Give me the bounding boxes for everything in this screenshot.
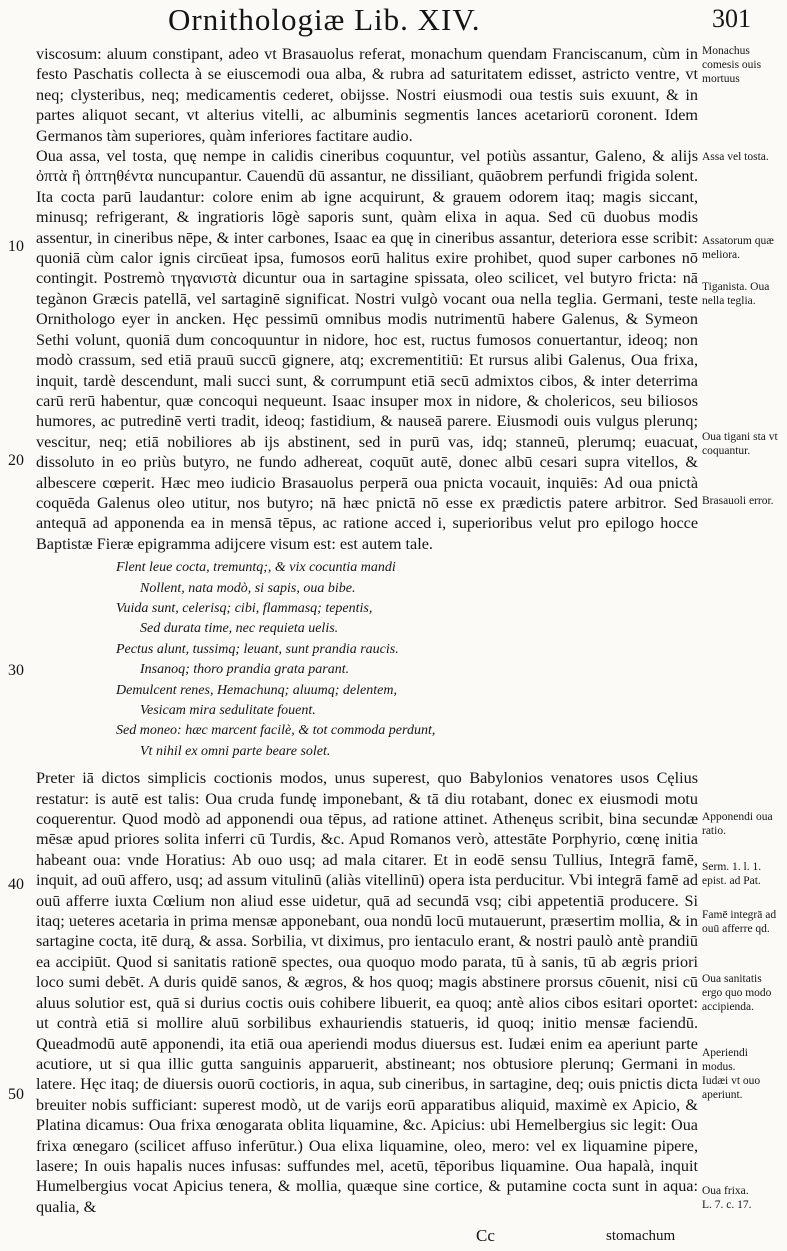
epigram-line: Sed moneo: hæc marcent facilè, & tot commoda perdunt, xyxy=(116,723,436,739)
epigram-line: Sed durata time, nec requieta uelis. xyxy=(140,621,339,637)
margin-note: Iudæi vt ouo aperiunt. xyxy=(702,1075,761,1101)
margin-note: Assa vel tosta. xyxy=(702,151,769,163)
margin-note: Apponendi oua ratio. xyxy=(702,811,773,837)
margin-note: Oua frixa. xyxy=(702,1185,749,1197)
paragraph-2: Oua assa, vel tosta, quę nempe in calidis cineribus coquuntur, vel potiùs assantur, Galeno, & alijs ὀπτὰ ἢ ὀπτηθέντα nuncupantur. Cauendū dū assantur, ne dissiliant, quāobrem perfundi frigida solent. Ita cocta parū laudantur: colore enim ab igne acquirunt, & grauem odorem itaq; magis siccant, minusq; refrigerant, & ingratioris lōgè saporis sunt, quàm elixa in aqua. Sed cū duobus modis assentur, in cineribus nēpe, & inter carbones, Isaac ea quę in cineribus assantur, deteriora esse scribit: quoniā cùm calor ignis circūeat ipsa, fumosos eorū halitus exire prohibet, quod super carbones nō contingit. Postremò τηγανιστὰ dicuntur oua in sartagine spissata, oleo scilicet, vel butyro fricta: nā tegànon Græcis patellā, vel sartaginē significat. Nostri vulgò vocant oua nella teglia. Germani, teste Ornithologo eyer in ancken. Hęc pessimū omnibus modis nutrimentū habere Galenus, & Symeon Sethi volunt, quoniā dum concoquuntur in nidore, hoc est, ructus fumosos conuertantur, ideoq; non modò crassum, sed etiā prauū succū gignere, atq; excrementitiū: Et rursus alibi Galenus, Oua frixa, inquit, tardè descendunt, mali succi sunt, & corrumpunt etiā secū admixtos cibos, & inter deterrima carū rerū habentur, quæ concoqui nequeunt. Isaac insuper mox in nidore, & cholericos, seu biliosos humores, ac putredinē verti tradit, ideoq; fastidium, & nauseā parere. Eiusmodi ouis vulgus plerunq; vescitur, neq; etiā nobiliores ab ijs abstinent, sed in purū vas, idq; stanneū, plerumq; euacuat, dissoluto in eo priùs butyro, ne fundo adhereat, coquūt autē, donec albū cesari supra vitellos, & albescere cœperit. Hæc meo iudicio Brasauolus perperā oua pnicta vocauit, inquiēs: Ad oua pnictà coquēda Galenus oleo utitur, nos butyro; nā hæc pnictā nō esse ex prædictis patere arbitror. Sed antequā ad apponenda ea in mensā tēpus, ac ratione acced i, superioribus velut pro epilogo hocce Baptistæ Fieræ epigramma adijcere visum est: est autem tale. xyxy=(36,147,698,553)
margin-note: Brasauoli error. xyxy=(702,495,774,507)
page-number: 301 xyxy=(712,4,751,33)
line-number: 50 xyxy=(8,1086,24,1103)
epigram-line: Vt nihil ex omni parte beare solet. xyxy=(140,743,331,759)
catchword: stomachum xyxy=(606,1228,676,1244)
margin-note: Famē integrā ad ouū afferre qd. xyxy=(702,909,777,935)
margin-note: Tiganista. Oua nella teglia. xyxy=(702,281,770,307)
margin-note: Oua sanitatis ergo quo modo accipienda. xyxy=(702,973,772,1013)
epigram-line: Pectus alunt, tussimq; leuant, sunt prandia raucis. xyxy=(116,641,399,657)
epigram-line: Vesicam mira sedulitate fouent. xyxy=(140,703,316,718)
paragraph-1: viscosum: aluum constipant, adeo vt Brasauolus referat, monachum quendam Franciscanum, cùm in festo Paschatis collecta à se eiuscemodi oua alba, & rubra ad saturitatem edisset, astricto ventre, vt neq; clysteribus, neq; medicamentis cederet, obijsse. Nostri eiusmodi oua testis suis exuunt, & in partes aliquot secant, vt alterius vitelli, ac albuminis segmentis lances acetariorū coronent. Idem Germanos tàm superiores, quàm inferiores factitare audio. xyxy=(36,45,698,145)
epigram xyxy=(116,558,698,762)
running-title: Ornithologiæ Lib. XIV. xyxy=(168,2,481,37)
line-number: 30 xyxy=(8,662,24,679)
main-text-column xyxy=(36,44,698,1217)
line-number: 20 xyxy=(8,452,24,469)
margin-note: Monachus comesis ouis mortuus xyxy=(702,45,762,85)
line-number: 40 xyxy=(8,876,24,893)
epigram-line: Nollent, nata modò, si sapis, oua bibe. xyxy=(140,580,356,596)
margin-note: Serm. 1. l. 1. epist. ad Pat. xyxy=(702,861,762,887)
epigram-line: Vuida sunt, celerisq; cibi, flammasq; tepentis, xyxy=(116,600,373,616)
epigram-line: Flent leue cocta, tremuntq;, & vix cocuntia mandi xyxy=(116,560,396,576)
margin-note: Assatorum quæ meliora. xyxy=(702,235,774,261)
margin-note: Oua tigani sta vt coquantur. xyxy=(702,431,778,457)
margin-note: L. 7. c. 17. xyxy=(702,1199,752,1211)
signature-mark: Cc xyxy=(476,1226,495,1245)
line-number: 10 xyxy=(8,238,24,255)
paragraph-3: Preter iā dictos simplicis coctionis modos, unus superest, quo Babylonios venatores usos Cęlius restatur: is autē est talis: Oua cruda fundę imponebant, & tā diu rotabant, donec ex eiusmodi motu coquerentur. Quod modò ad apponendi oua tēpus, ad ratione attinet. Athenęus scribit, bina secundæ mēsæ apud priores solita inferri cū Turdis, &c. Apud Romanos verò, attestāte Porphyrio, cœnę initia habeant oua: vnde Horatius: Ab ouo usq; ad mala citarer. Et in eodē sensu Tullius, Integrā famē, inquit, ad ouū affero, usq; ad assum vitulinū (aliàs vitellinū) opera ista perducitur. Vbi integrā famē ad ouū afferre iuxta Cœlium non aliud esse uidetur, quā ad secundā vsq; cibi appetentiā producere. Si itaq; ueteres acetaria in prima mensæ apponebant, oua nondū locū mutauerunt, præsertim mollia, & in sartagine cocta, itē durą, & assa. Sorbilia, vt diximus, pro ientaculo erant, & nostri paulò antè prandiū ea accipiūt. Quod si sanitatis rationē spectes, oua quoquo modo parata, tū à sanis, tū ab ægris priori loco sumi debēt. A duris quidē sanos, & ægros, & hos quoq; magis abstinere prorsus cōuenit, nisi cū aluus solutior est, quā si durius coctis ouis cohibere libuerit, ea quoq; antè alios cibos esitari oportet: ut contrà etiā si mollire aluū sorbilibus exhauriendis statueris, id quoq; initio mensæ faciendū. Queadmodū autē apponendi, ita etiā oua aperiendi modus diuersus est. Iudæi enim ea aperiunt parte acutiore, ut si qua illic gutta sanguinis apparuerit, abstineant; nos obtusiore plerunq; Germani in latere. Hęc itaq; de diuersis ouorū coctioris, in aqua, sub cineribus, in sartagine, deq; ouis pnictis dicta breuiter nobis sufficiant: superest modò, ut de varijs eorū apparatibus aliquid, maximè ex Apicio, & Platina dicamus: Oua frixa œnogarata oblita liquamine, &c. Apicius: ubi Hemelbergius sic legit: Oua frixa œnegaro (scilicet affuso inferūtur.) Oua elixa liquamine, oleo, mero: vel ex liquamine pipere, lasere; In ouis hapalis nuces infusas: suffundes mel, acetū, tēporibus liquamine. Oua hapalà, inquit Humelbergius vocat Apicius tenera, & mollia, quæque sine cortice, & putamine cocta sunt in aqua: qualia, & xyxy=(36,769,698,1216)
epigram-line: Insanoq; thoro prandia grata parant. xyxy=(140,662,350,678)
margin-note: Aperiendi modus. xyxy=(702,1047,748,1073)
epigram-line: Demulcent renes, Hemachunq; aluumq; delentem, xyxy=(116,682,397,698)
